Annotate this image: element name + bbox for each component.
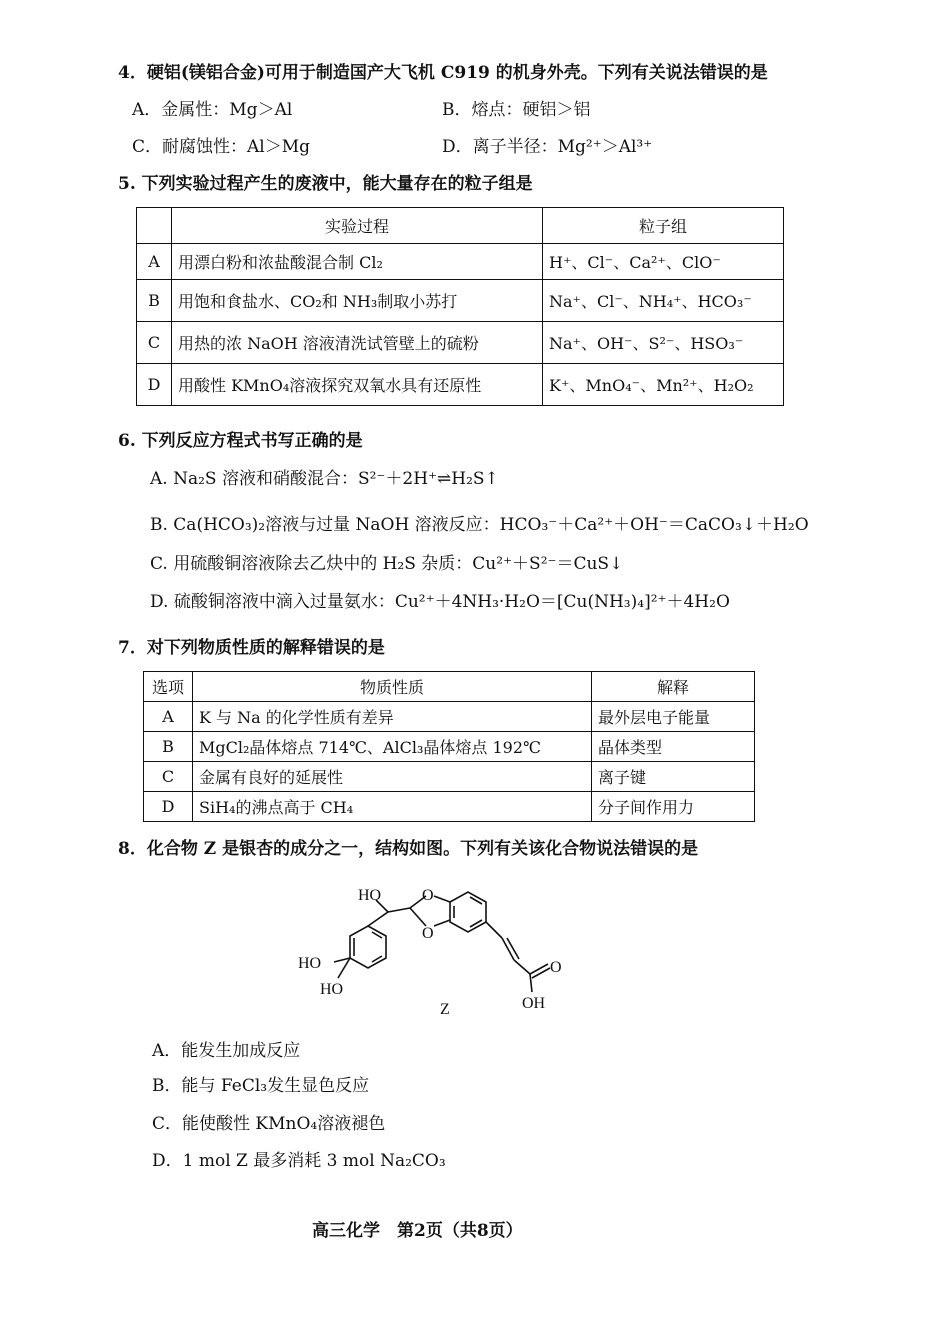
process-cell: 用酸性 KMnO₄溶液探究双氧水具有还原性	[172, 364, 543, 406]
explain-cell: 最外层电子能量	[592, 702, 755, 732]
q5-stem: 5. 下列实验过程产生的废液中，能大量存在的粒子组是	[118, 174, 533, 194]
explain-cell: 离子键	[592, 762, 755, 792]
page-footer: 高三化学 第2页（共8页）	[312, 1221, 523, 1241]
option-label: C	[137, 322, 172, 364]
q6-option-b: B. Ca(HCO₃)₂溶液与过量 NaOH 溶液反应：HCO₃⁻＋Ca²⁺＋OH⁻＝CaCO₃↓＋H₂O	[150, 515, 809, 535]
q7-header-explain: 解释	[592, 672, 755, 702]
q6-stem: 6. 下列反应方程式书写正确的是	[118, 431, 363, 451]
ions-cell: H⁺、Cl⁻、Ca²⁺、ClO⁻	[543, 244, 784, 280]
ions-cell: Na⁺、Cl⁻、NH₄⁺、HCO₃⁻	[543, 280, 784, 322]
table-row	[144, 732, 755, 762]
table-row	[137, 244, 784, 280]
q5-header-blank	[137, 208, 172, 244]
q4-stem: 4．硬铝(镁铝合金)可用于制造国产大飞机 C919 的机身外壳。下列有关说法错误的是	[118, 63, 768, 83]
table-row	[137, 322, 784, 364]
option-label: B	[137, 280, 172, 322]
q6-option-c: C. 用硫酸铜溶液除去乙炔中的 H₂S 杂质：Cu²⁺＋S²⁻＝CuS↓	[150, 554, 624, 574]
benzo-ring	[450, 892, 486, 932]
compound-z-structure	[280, 880, 600, 1020]
q4-option-b: B．熔点：硬铝＞铝	[442, 100, 591, 120]
compound-name-label: Z	[440, 1001, 450, 1018]
table-row	[144, 702, 755, 732]
table-row	[144, 792, 755, 822]
option-label: B	[144, 732, 193, 762]
option-label: C	[144, 762, 193, 792]
process-cell: 用漂白粉和浓盐酸混合制 Cl₂	[172, 244, 543, 280]
q7-header-option: 选项	[144, 672, 193, 702]
oxygen-2-label: O	[422, 925, 434, 942]
table-row	[137, 364, 784, 406]
ions-cell: Na⁺、OH⁻、S²⁻、HSO₃⁻	[543, 322, 784, 364]
q8-option-d: D．1 mol Z 最多消耗 3 mol Na₂CO₃	[152, 1151, 446, 1171]
q8-option-b: B．能与 FeCl₃发生显色反应	[152, 1076, 370, 1096]
ions-cell: K⁺、MnO₄⁻、Mn²⁺、H₂O₂	[543, 364, 784, 406]
q6-option-a: A. Na₂S 溶液和硝酸混合：S²⁻＋2H⁺⇌H₂S↑	[150, 469, 499, 489]
process-cell: 用热的浓 NaOH 溶液清洗试管壁上的硫粉	[172, 322, 543, 364]
process-cell: 用饱和食盐水、CO₂和 NH₃制取小苏打	[172, 280, 543, 322]
q6-option-d: D. 硫酸铜溶液中滴入过量氨水：Cu²⁺＋4NH₃·H₂O＝[Cu(NH₃)₄]²⁺＋4H₂O	[150, 592, 730, 612]
q7-table	[143, 671, 755, 822]
table-header-row	[137, 208, 784, 244]
option-label: D	[144, 792, 193, 822]
option-label: D	[137, 364, 172, 406]
explain-cell: 分子间作用力	[592, 792, 755, 822]
q4-option-d: D．离子半径：Mg²⁺＞Al³⁺	[442, 137, 653, 157]
ho-left-label: HO	[298, 955, 322, 972]
q4-option-c: C．耐腐蚀性：Al＞Mg	[132, 137, 311, 157]
q8-option-a: A．能发生加成反应	[152, 1041, 301, 1061]
explain-cell: 晶体类型	[592, 732, 755, 762]
property-cell: K 与 Na 的化学性质有差异	[193, 702, 592, 732]
table-row	[144, 762, 755, 792]
property-cell: SiH₄的沸点高于 CH₄	[193, 792, 592, 822]
q4-option-a: A．金属性：Mg＞Al	[132, 100, 293, 120]
oxygen-1-label: O	[422, 887, 434, 904]
table-header-row	[144, 672, 755, 702]
option-label: A	[144, 702, 193, 732]
ho-bottom-label: HO	[320, 981, 344, 998]
q7-header-property: 物质性质	[193, 672, 592, 702]
q8-stem: 8．化合物 Z 是银杏的成分之一，结构如图。下列有关该化合物说法错误的是	[118, 839, 699, 859]
q7-stem: 7．对下列物质性质的解释错误的是	[118, 638, 385, 658]
table-row	[137, 280, 784, 322]
catechol-ring	[350, 926, 386, 968]
carbonyl-oxygen-label: O	[550, 959, 562, 976]
q8-option-c: C．能使酸性 KMnO₄溶液褪色	[152, 1114, 386, 1134]
option-label: A	[137, 244, 172, 280]
property-cell: 金属有良好的延展性	[193, 762, 592, 792]
property-cell: MgCl₂晶体熔点 714℃、AlCl₃晶体熔点 192℃	[193, 732, 592, 762]
q5-header-process: 实验过程	[172, 208, 543, 244]
q5-table	[136, 207, 784, 406]
acid-oh-label: OH	[522, 995, 546, 1012]
q5-header-ions: 粒子组	[543, 208, 784, 244]
ho-top-label: HO	[358, 887, 382, 904]
